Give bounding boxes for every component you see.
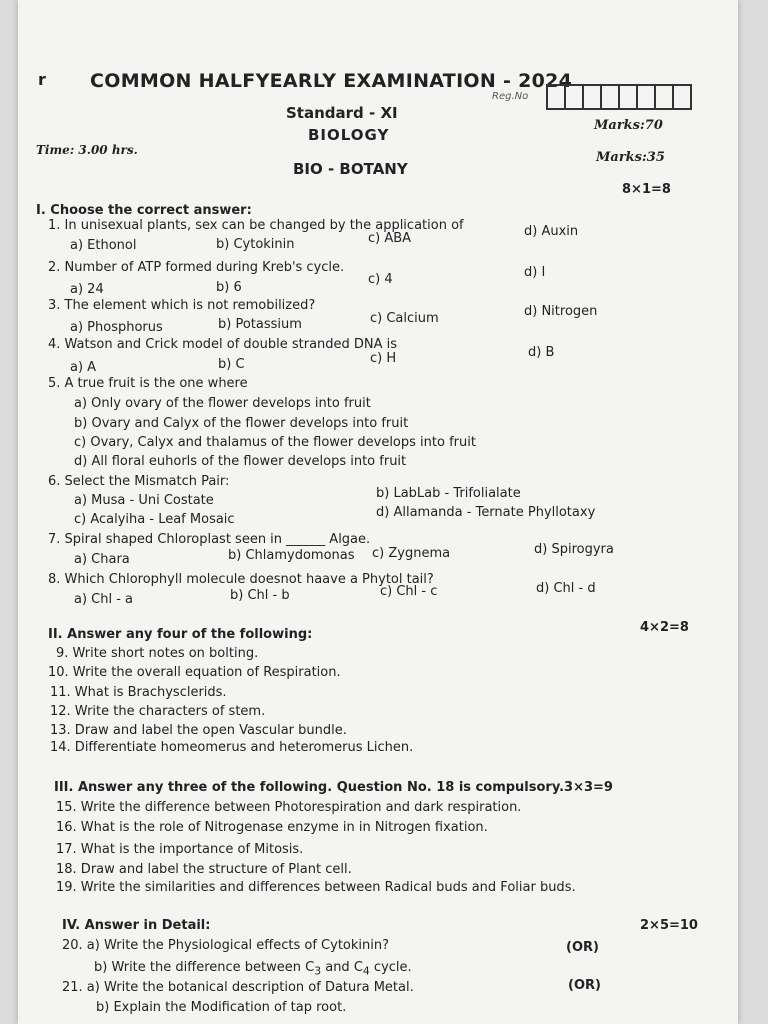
- q16-text: 16. What is the role of Nitrogenase enzyme in in Nitrogen fixation.: [56, 820, 488, 835]
- q4-option-b: b) C: [218, 357, 245, 372]
- q20b-text: b) Write the difference between $C_3$ and $C_4$ cycle.: [94, 960, 412, 978]
- section1-marks: 8×1=8: [622, 182, 671, 197]
- q14-text: 14. Differentiate homeomerus and heteromerus Lichen.: [50, 740, 414, 755]
- q21a-text: 21. a) Write the botanical description of Datura Metal.: [62, 980, 414, 995]
- section2-marks: 4×2=8: [640, 620, 689, 635]
- q5-option-a: a) Only ovary of the flower develops into fruit: [74, 396, 371, 411]
- standard: Standard - XI: [286, 104, 398, 122]
- q6-option-c: c) Acalyiha - Leaf Mosaic: [74, 512, 235, 527]
- reg-no-label: Reg.No: [492, 91, 529, 102]
- q6-option-a: a) Musa - Uni Costate: [74, 493, 214, 508]
- time: Time: 3.00 hrs.: [36, 143, 138, 157]
- q21b-text: b) Explain the Modification of tap root.: [96, 1000, 347, 1015]
- corner-mark: r: [38, 70, 46, 89]
- q3-text: 3. The element which is not remobilized?: [48, 298, 316, 313]
- q2-option-b: b) 6: [216, 280, 242, 295]
- section4-heading: IV. Answer in Detail:: [62, 918, 211, 933]
- q1-option-b: b) Cytokinin: [216, 237, 295, 252]
- section2-heading: II. Answer any four of the following:: [48, 627, 313, 642]
- reg-no-boxes[interactable]: [548, 84, 692, 110]
- q1-text: 1. In unisexual plants, sex can be changed by the application of: [48, 218, 464, 233]
- q5-option-b: b) Ovary and Calyx of the flower develops into fruit: [74, 416, 409, 431]
- q5-option-d: d) All floral euhorls of the flower develops into fruit: [74, 454, 407, 469]
- q1-option-c: c) ABA: [368, 231, 412, 246]
- or-label-1: (OR): [566, 940, 599, 955]
- q6-option-b: b) LabLab - Trifolialate: [376, 486, 521, 501]
- q5-text: 5. A true fruit is the one where: [48, 376, 248, 391]
- q3-option-c: c) Calcium: [370, 311, 439, 326]
- q7-option-a: a) Chara: [74, 552, 130, 567]
- q5-option-c: c) Ovary, Calyx and thalamus of the flower develops into fruit: [74, 435, 476, 450]
- q19-text: 19. Write the similarities and differences between Radical buds and Foliar buds.: [56, 880, 576, 895]
- q11-text: 11. What is Brachysclerids.: [50, 685, 227, 700]
- q18-text: 18. Draw and label the structure of Plant cell.: [56, 862, 352, 877]
- marks-total: Marks:70: [594, 118, 663, 133]
- q4-option-c: c) H: [370, 351, 397, 366]
- q8-option-d: d) Chl - d: [536, 581, 596, 596]
- q15-text: 15. Write the difference between Photorespiration and dark respiration.: [56, 800, 522, 815]
- q4-option-d: d) B: [528, 345, 555, 360]
- q7-option-d: d) Spirogyra: [534, 542, 614, 557]
- paper-title: BIO - BOTANY: [293, 160, 408, 178]
- q3-option-d: d) Nitrogen: [524, 304, 598, 319]
- q8-option-c: c) Chl - c: [380, 584, 438, 599]
- q9-text: 9. Write short notes on bolting.: [56, 646, 259, 661]
- q7-option-c: c) Zygnema: [372, 546, 451, 561]
- q6-text: 6. Select the Mismatch Pair:: [48, 474, 230, 489]
- q6-option-d: d) Allamanda - Ternate Phyllotaxy: [376, 505, 596, 520]
- q3-option-b: b) Potassium: [218, 317, 302, 332]
- q2-option-a: a) 24: [70, 282, 104, 297]
- q8-option-b: b) Chl - b: [230, 588, 290, 603]
- q8-text: 8. Which Chlorophyll molecule doesnot haave a Phytol tail?: [48, 572, 434, 587]
- q4-text: 4. Watson and Crick model of double stranded DNA is: [48, 337, 398, 352]
- q2-option-c: c) 4: [368, 272, 393, 287]
- q7-text: 7. Spiral shaped Chloroplast seen in ______ Algae.: [48, 532, 371, 547]
- q12-text: 12. Write the characters of stem.: [50, 704, 266, 719]
- q20a-text: 20. a) Write the Physiological effects of Cytokinin?: [62, 938, 390, 953]
- q4-option-a: a) A: [70, 360, 97, 375]
- exam-title: COMMON HALFYEARLY EXAMINATION - 2024: [90, 70, 573, 92]
- q17-text: 17. What is the importance of Mitosis.: [56, 842, 304, 857]
- section1-heading: I. Choose the correct answer:: [36, 203, 252, 218]
- q1-option-d: d) Auxin: [524, 224, 579, 239]
- q10-text: 10. Write the overall equation of Respiration.: [48, 665, 341, 680]
- q3-option-a: a) Phosphorus: [70, 320, 163, 335]
- q1-option-a: a) Ethonol: [70, 238, 137, 253]
- or-label-2: (OR): [568, 978, 601, 993]
- q2-text: 2. Number of ATP formed during Kreb's cycle.: [48, 260, 345, 275]
- q8-option-a: a) Chl - a: [74, 592, 134, 607]
- section3-heading: III. Answer any three of the following. Question No. 18 is compulsory.3×3=9: [54, 780, 613, 795]
- subject: BIOLOGY: [308, 126, 390, 144]
- q13-text: 13. Draw and label the open Vascular bundle.: [50, 723, 347, 738]
- section4-marks: 2×5=10: [640, 918, 698, 933]
- q7-option-b: b) Chlamydomonas: [228, 548, 355, 563]
- marks-botany: Marks:35: [596, 150, 665, 165]
- q2-option-d: d) I: [524, 265, 546, 280]
- question-paper: [18, 0, 738, 1024]
